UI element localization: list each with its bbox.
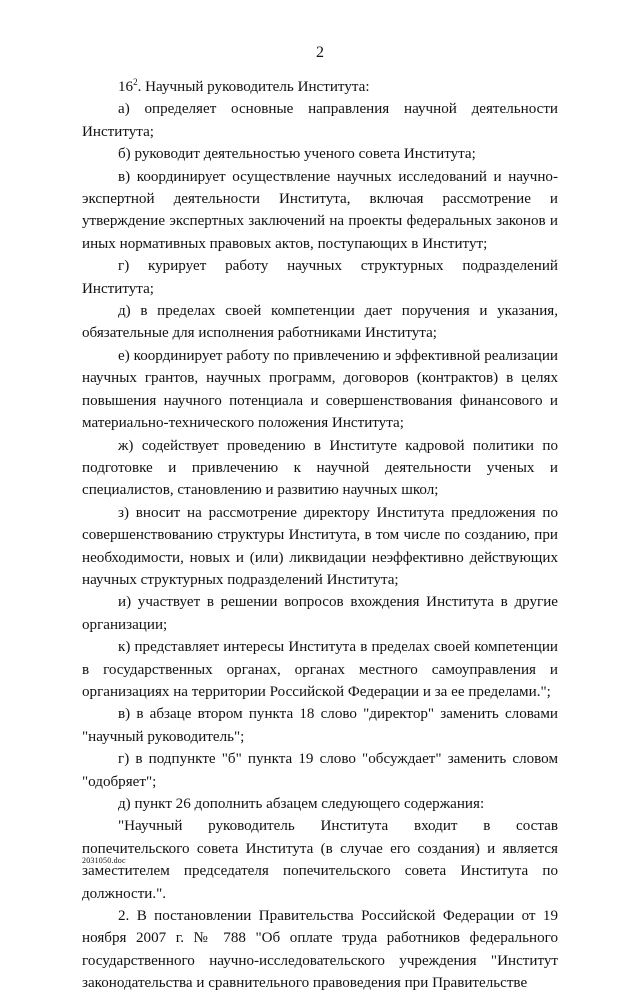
paragraph-g: г) курирует работу научных структурных подразделений Института; [82,258,558,297]
heading-superscript: 2 [133,76,138,87]
paragraph-e: е) координирует работу по привлечению и эффективной реализации научных грантов, научных программ, договоров (контрактов) в целях повышения научного потенциала и совершенствования финансового и материально-технического положения Института; [82,347,558,432]
heading-number: 16 [118,79,134,95]
footer-filename: 2031050.doc [82,856,126,865]
paragraph-heading [82,76,558,98]
paragraph-b: б) руководит деятельностью ученого совета Института; [118,146,476,163]
paragraph-item-g-19: г) в подпункте "б" пункта 19 слово "обсуждает" заменить словом "одобряет"; [82,751,558,790]
paragraph-a: а) определяет основные направления научной деятельности Института; [82,101,558,140]
page-number: 2 [316,44,324,61]
paragraph-zh: ж) содействует проведению в Институте кадровой политики по подготовке и привлечению к научной деятельности ученых и специалистов, становлению и развитию научных школ; [82,437,558,499]
paragraph-d: д) в пределах своей компетенции дает поручения и указания, обязательные для исполнения работниками Института; [82,303,558,342]
paragraph-section-2: 2. В постановлении Правительства Российской Федерации от 19 ноября 2007 г. № 788 "Об оплате труда работников федерального государственного научно-исследовательского учреждения "Институт законодательства и сравнительного правоведения при Правительстве [82,908,558,992]
paragraph-k: к) представляет интересы Института в пределах своей компетенции в государственных органах, органах местного самоуправления и организациях на территории Российской Федерации и за ее пределами."; [82,639,558,700]
document-body [82,76,558,995]
heading-text: . Научный руководитель Института: [137,79,370,95]
paragraph-v: в) координирует осуществление научных исследований и научно-экспертной деятельности Института, включая рассмотрение и утверждение экспертных заключений на проекты федеральных законов и иных нормативных правовых актов, поступающих в Институт; [82,168,558,252]
paragraph-i: и) участвует в решении вопросов вхождения Института в другие организации; [82,594,558,633]
paragraph-quote: "Научный руководитель Института входит в состав попечительского совета Института (в случае его создания) и является заместителем председателя попечительского совета Института по должности.". [82,818,558,902]
paragraph-item-d-26: д) пункт 26 дополнить абзацем следующего содержания: [118,796,485,812]
paragraph-item-v-18: в) в абзаце втором пункта 18 слово "директор" заменить словами "научный руководитель"; [82,706,558,745]
paragraph-z: з) вносит на рассмотрение директору Института предложения по совершенствованию структуры Института, в том числе по созданию, при необходимости, новых и (или) ликвидации неэффективно действующих научных структурных подразделений Института; [82,504,558,588]
